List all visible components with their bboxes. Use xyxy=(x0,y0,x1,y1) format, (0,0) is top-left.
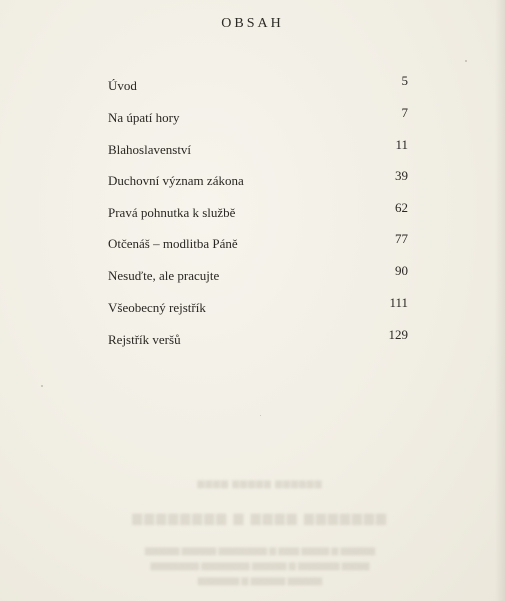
toc-entry-title: Úvod xyxy=(108,78,137,93)
show-through-line: ▆▆▆▆▆▆▆▆ ▆ ▆▆▆▆ ▆▆▆▆▆▆▆ xyxy=(132,510,388,525)
paper-speck xyxy=(465,60,467,62)
paper-speck xyxy=(41,385,43,387)
toc-entry-page: 39 xyxy=(395,168,408,183)
toc-entry-page: 77 xyxy=(395,231,408,246)
toc-entry xyxy=(108,327,408,352)
toc-entry-page: 129 xyxy=(388,327,408,342)
toc-entry xyxy=(108,168,408,193)
toc-entry-page: 111 xyxy=(389,295,408,310)
show-through-line: ▆▆▆▆ ▆▆▆▆▆ ▆▆▆▆▆▆ xyxy=(197,478,323,488)
toc-entry-title: Všeobecný rejstřík xyxy=(108,300,206,315)
toc-entry-title: Rejstřík veršů xyxy=(108,332,181,347)
toc-entry-page: 62 xyxy=(395,200,408,215)
show-through-line: ▆▆▆▆▆ ▆▆▆▆▆ ▆▆▆▆▆▆▆ ▆ ▆▆▆ ▆▆▆▆ ▆ ▆▆▆▆▆ xyxy=(144,545,376,555)
toc-entry xyxy=(108,200,408,225)
contents-heading: OBSAH xyxy=(221,16,284,31)
toc-entry-page: 90 xyxy=(395,263,408,278)
toc-entry xyxy=(108,105,408,130)
toc-entry-title: Nesuďte, ale pracujte xyxy=(108,268,220,283)
toc-entry xyxy=(108,73,408,98)
toc-entry-title: Pravá pohnutka k službě xyxy=(108,205,236,220)
show-through-line: ▆▆▆▆▆▆▆ ▆▆▆▆▆▆▆ ▆▆▆▆▆ ▆ ▆▆▆▆▆▆ ▆▆▆▆ xyxy=(150,560,370,570)
toc-entry xyxy=(108,295,408,320)
toc-entry-page: 11 xyxy=(395,137,408,152)
toc-entry-title: Otčenáš – modlitba Páně xyxy=(108,236,238,251)
show-through-line: ▆▆▆▆▆▆ ▆ ▆▆▆▆▆ ▆▆▆▆▆ xyxy=(197,575,323,585)
toc-entry-title: Na úpatí hory xyxy=(108,110,180,125)
toc-entry-title: Blahoslavenství xyxy=(108,142,192,157)
toc-entry-page: 7 xyxy=(401,105,408,120)
toc-entry xyxy=(108,137,408,162)
page-edge-shadow xyxy=(495,0,505,601)
toc-entry-title: Duchovní význam zákona xyxy=(108,173,244,188)
toc-entry xyxy=(108,263,408,288)
paper-speck xyxy=(260,415,261,416)
toc-entry xyxy=(108,231,408,256)
toc-entry-page: 5 xyxy=(401,73,408,88)
